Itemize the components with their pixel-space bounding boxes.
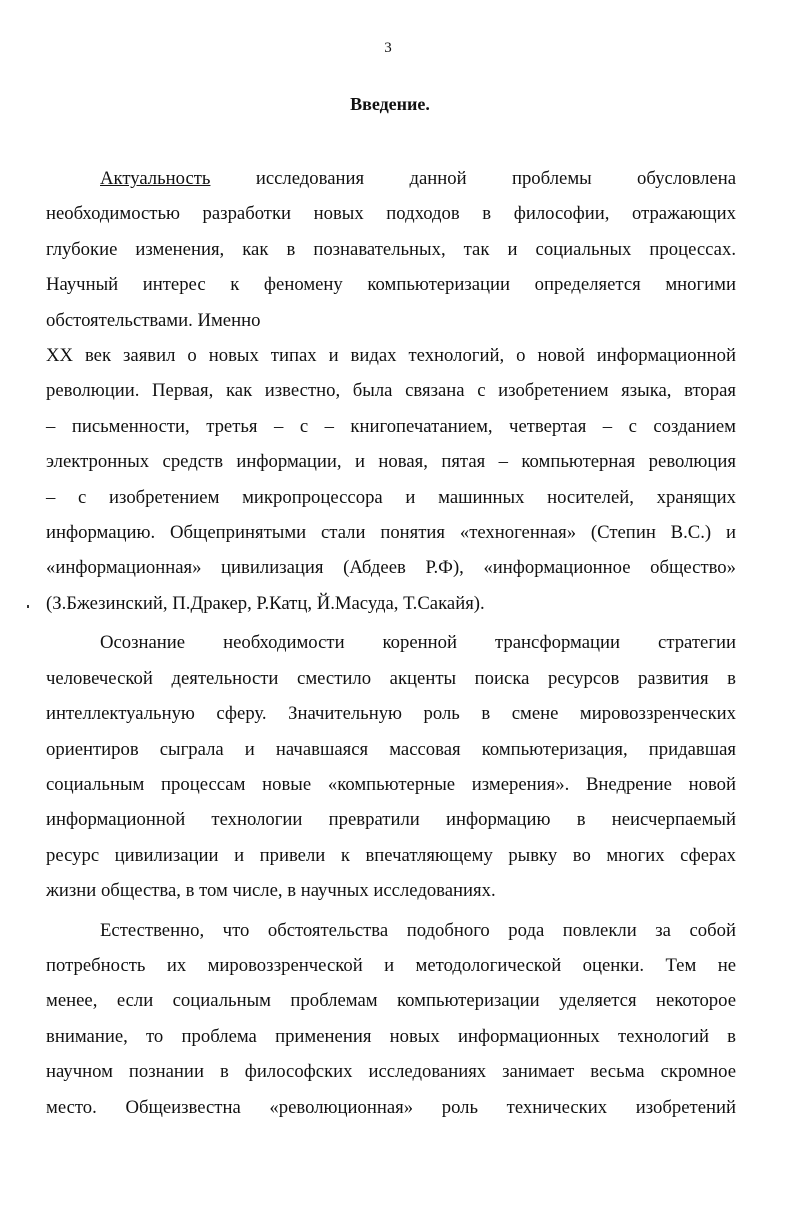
- text-line: менее, если социальным проблемам компьютеризации уделяется некоторое: [46, 990, 736, 1012]
- page-number: 3: [384, 40, 392, 56]
- text-line: Осознание необходимости коренной трансформации стратегии: [100, 632, 736, 654]
- text-line: Естественно, что обстоятельства подобного рода повлекли за собой: [100, 919, 736, 941]
- text-line: жизни общества, в том числе, в научных исследованиях.: [46, 880, 496, 902]
- paragraph-1: [46, 161, 736, 338]
- text-line: информацию. Общепринятыми стали понятия «техногенная» (Степин В.С.) и: [46, 522, 736, 544]
- scan-speck: [27, 605, 29, 608]
- text-line: Научный интерес к феномену компьютеризации определяется многими: [46, 274, 736, 296]
- text-line: потребность их мировоззренческой и методологической оценки. Тем не: [46, 954, 736, 976]
- text-line: социальным процессам новые «компьютерные измерения». Внедрение новой: [46, 773, 736, 795]
- text-line: человеческой деятельности сместило акценты поиска ресурсов развития в: [46, 667, 736, 689]
- text-line: [46, 161, 736, 196]
- paragraph-4: [46, 913, 736, 1125]
- text-line: – письменности, третья – с – книгопечатанием, четвертая – с созданием: [46, 415, 736, 437]
- text-line: внимание, то проблема применения новых информационных технологий в: [46, 1025, 736, 1047]
- text-line: место. Общеизвестна «революционная» роль технических изобретений: [46, 1096, 736, 1118]
- text-line: ресурс цивилизации и привели к впечатляющему рывку во многих сферах: [46, 844, 736, 866]
- paragraph-2: [46, 338, 736, 621]
- text-line: революции. Первая, как известно, была связана с изобретением языка, вторая: [46, 380, 736, 402]
- text-line: интеллектуальную сферу. Значительную роль в смене мировоззренческих: [46, 703, 736, 725]
- text-line: электронных средств информации, и новая, пятая – компьютерная революция: [46, 451, 736, 473]
- section-title: Введение.: [350, 94, 430, 114]
- text-line: «информационная» цивилизация (Абдеев Р.Ф), «информационное общество»: [46, 557, 736, 579]
- line-text: исследования данной проблемы обусловлена: [210, 168, 736, 189]
- text-line: (З.Бжезинский, П.Дракер, Р.Катц, Й.Масуда, Т.Сакайя).: [46, 592, 485, 614]
- text-line: ориентиров сыграла и начавшаяся массовая компьютеризация, придавшая: [46, 738, 736, 760]
- underlined-term: Актуальность: [100, 168, 211, 189]
- text-line: информационной технологии превратили информацию в неисчерпаемый: [46, 809, 736, 831]
- text-line: обстоятельствами. Именно: [46, 309, 261, 331]
- body-text: [46, 161, 736, 1125]
- paragraph-3: [46, 625, 736, 908]
- text-line: – с изобретением микропроцессора и машинных носителей, хранящих: [46, 486, 736, 508]
- text-line: глубокие изменения, как в познавательных, так и социальных процессах.: [46, 238, 736, 260]
- text-line: XX век заявил о новых типах и видах технологий, о новой информационной: [46, 345, 736, 367]
- text-line: необходимостью разработки новых подходов в философии, отражающих: [46, 203, 736, 225]
- text-line: научном познании в философских исследованиях занимает весьма скромное: [46, 1061, 736, 1083]
